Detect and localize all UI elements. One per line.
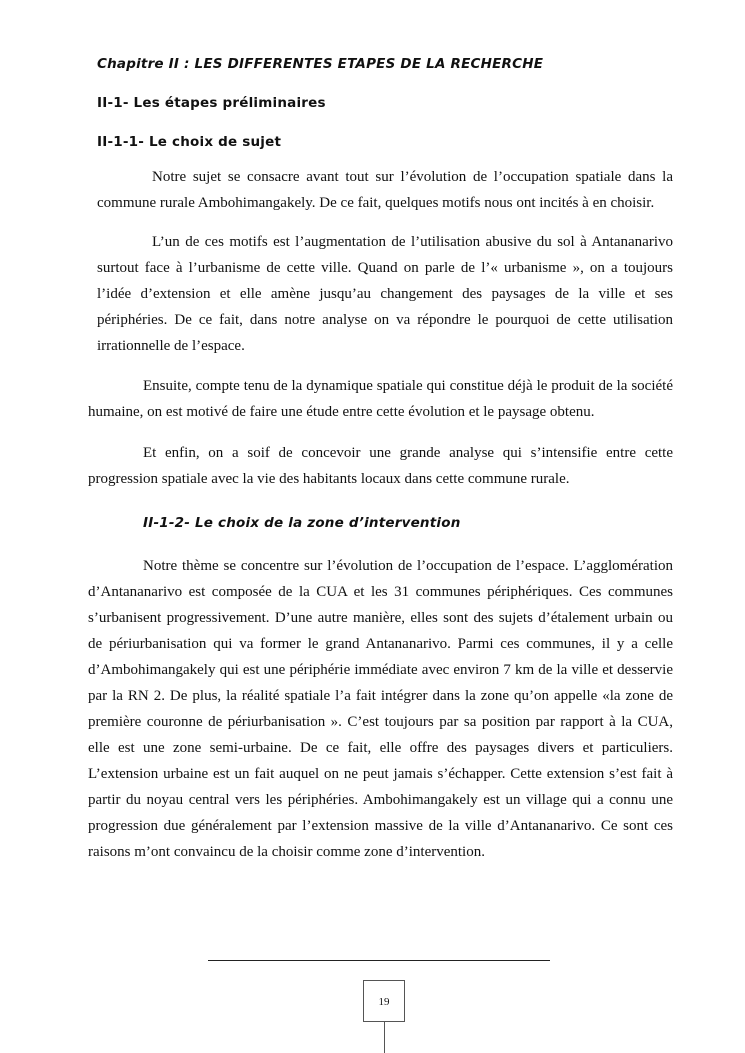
paragraph: Notre sujet se consacre avant tout sur l’évolution de l’occupation spatiale dans la commune rurale Ambohimangakely. De ce fait, quelques motifs nous ont incités à en choisir. [97, 169, 673, 211]
page-number: 19 [363, 980, 405, 1022]
paragraph: Et enfin, on a soif de concevoir une grande analyse qui s’intensifie entre cette progression spatiale avec la vie des habitants locaux dans cette commune rurale. [88, 445, 673, 487]
paragraph: L’un de ces motifs est l’augmentation de l’utilisation abusive du sol à Antananarivo surtout face à l’urbanisme de cette ville. Quand on parle de l’« urbanisme », on a toujours l’idée d’extension et elle amène jusqu’au changement des paysages de la ville et ses périphéries. De ce fait, dans notre analyse on va répondre le pourquoi de cette utilisation irrationnelle de l’espace. [97, 234, 673, 354]
chapter-title: Chapitre II : LES DIFFERENTES ETAPES DE LA RECHERCHE [97, 56, 544, 72]
paragraph: Notre thème se concentre sur l’évolution de l’occupation de l’espace. L’agglomération d’Antananarivo est composée de la CUA et les 31 communes périphériques. Ces communes s’urbanisent progressivement. D’une autre manière, elles sont des sujets d’étalement urbain ou de périurbanisation qui va former le grand Antananarivo. Parmi ces communes, il y a celle d’Ambohimangakely qui est une périphérie immédiate avec environ 7 km de la ville et desservie par la RN 2. De plus, la réalité spatiale l’a fait intégrer dans la zone qu’on appelle «la zone de première couronne de périurbanisation ». C’est toujours par sa position par rapport à la CUA, elle est une zone semi-urbaine. De ce fait, elle offre des paysages divers et particuliers. L’extension urbaine est un fait auquel on ne peut jamais s’échapper. Cette extension s’est fait à partir du noyau central vers les périphéries. Ambohimangakely est un village qui a connu une progression due généralement par l’extension massive de la ville d’Antananarivo. Ce sont ces raisons m’ont convaincu de la choisir comme zone d’intervention. [88, 558, 673, 860]
subsection-heading: II-1-1- Le choix de sujet [97, 134, 282, 150]
subsection-heading: II-1-2- Le choix de la zone d’intervention [143, 515, 461, 531]
paragraph: Ensuite, compte tenu de la dynamique spatiale qui constitue déjà le produit de la société humaine, on est motivé de faire une étude entre cette évolution et le paysage obtenu. [88, 378, 673, 420]
footer-divider [208, 960, 550, 961]
section-heading: II-1- Les étapes préliminaires [97, 95, 326, 111]
footer-connector-line [384, 1022, 385, 1053]
